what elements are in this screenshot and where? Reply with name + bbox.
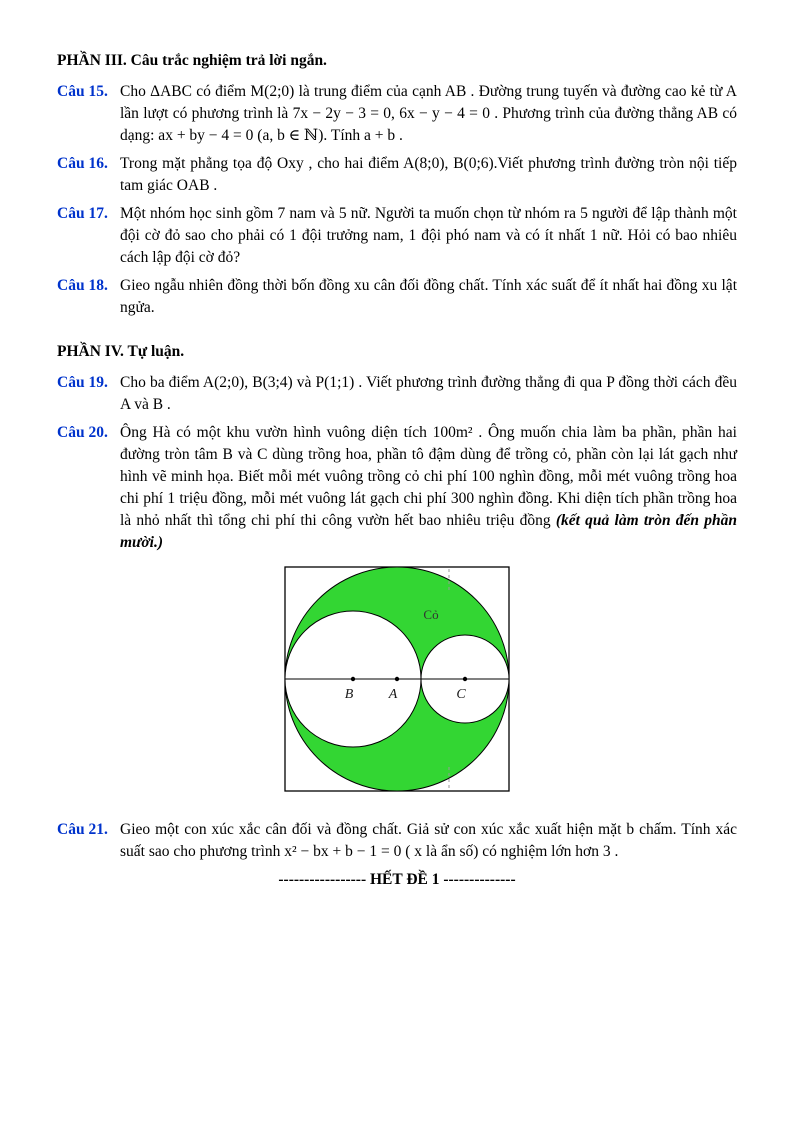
point-dot-c	[463, 677, 467, 681]
question-21	[57, 819, 737, 863]
question-16	[57, 153, 737, 197]
question-20-label: Câu 20.	[57, 424, 108, 441]
question-19	[57, 372, 737, 416]
question-17-text: Một nhóm học sinh gồm 7 nam và 5 nữ. Người ta muốn chọn từ nhóm ra 5 người để lập thành một đội cờ đỏ sao cho phải có 1 đội trưởng nam, 1 đội phó nam và có ít nhất 1 nữ. Hỏi có bao nhiêu cách lập đội cờ đỏ?	[120, 205, 737, 266]
question-18-text: Gieo ngẫu nhiên đồng thời bốn đồng xu cân đối đồng chất. Tính xác suất để ít nhất hai đồng xu lật ngửa.	[120, 277, 737, 316]
question-15	[57, 81, 737, 147]
question-20-text: Ông Hà có một khu vườn hình vuông diện tích 100m² . Ông muốn chia làm ba phần, phần hai đường tròn tâm B và C dùng trồng hoa, phần tô đậm dùng để trồng cỏ, phần còn lại lát gạch như hình vẽ minh họa. Biết mỗi mét vuông trồng cỏ chi phí 100 nghìn đồng, mỗi mét vuông trồng hoa chi phí 1 triệu đồng, mỗi mét vuông lát gạch chi phí 300 nghìn đồng. Khi diện tích phần trồng hoa là nhỏ nhất thì tổng chi phí thi công vườn hết bao nhiêu triệu đồng	[120, 424, 737, 529]
garden-diagram	[279, 564, 515, 796]
end-of-exam-line: ----------------- HẾT ĐỀ 1 --------------	[278, 871, 516, 888]
garden-figure	[57, 564, 737, 803]
question-17	[57, 203, 737, 269]
question-21-label: Câu 21.	[57, 821, 108, 838]
section-title-part4: PHẦN IV. Tự luận.	[57, 343, 185, 360]
question-17-label: Câu 17.	[57, 205, 108, 222]
point-label-a: A	[388, 687, 398, 702]
question-16-label: Câu 16.	[57, 155, 108, 172]
question-18-label: Câu 18.	[57, 277, 108, 294]
point-label-c: C	[456, 687, 466, 702]
grass-area-label: Cỏ	[423, 607, 439, 622]
question-18	[57, 275, 737, 319]
point-dot-b	[351, 677, 355, 681]
section-title-part3: PHẦN III. Câu trắc nghiệm trả lời ngắn.	[57, 52, 327, 69]
question-16-text: Trong mặt phẳng tọa độ Oxy , cho hai điểm A(8;0), B(0;6).Viết phương trình đường tròn nội tiếp tam giác OAB .	[120, 155, 737, 194]
point-dot-a	[395, 677, 399, 681]
question-20-rounding-note: (kết quả làm tròn đến phần mười.)	[120, 512, 737, 551]
question-19-label: Câu 19.	[57, 374, 108, 391]
question-21-text: Gieo một con xúc xắc cân đối và đồng chất. Giả sử con xúc xắc xuất hiện mặt b chấm. Tính xác suất sao cho phương trình x² − bx + b − 1 = 0 ( x là ẩn số) có nghiệm lớn hơn 3 .	[120, 821, 737, 860]
question-19-text: Cho ba điểm A(2;0), B(3;4) và P(1;1) . Viết phương trình đường thẳng đi qua P đồng thời cách đều A và B .	[120, 374, 737, 413]
question-15-label: Câu 15.	[57, 83, 108, 100]
point-label-b: B	[344, 687, 354, 702]
question-15-text: Cho ΔABC có điểm M(2;0) là trung điểm của cạnh AB . Đường trung tuyến và đường cao kẻ từ A lần lượt có phương trình là 7x − 2y − 3 = 0, 6x − y − 4 = 0 . Phương trình của đường thẳng AB có dạng: ax + by − 4 = 0 (a, b ∈ ℕ). Tính a + b .	[120, 83, 737, 144]
question-20	[57, 422, 737, 554]
